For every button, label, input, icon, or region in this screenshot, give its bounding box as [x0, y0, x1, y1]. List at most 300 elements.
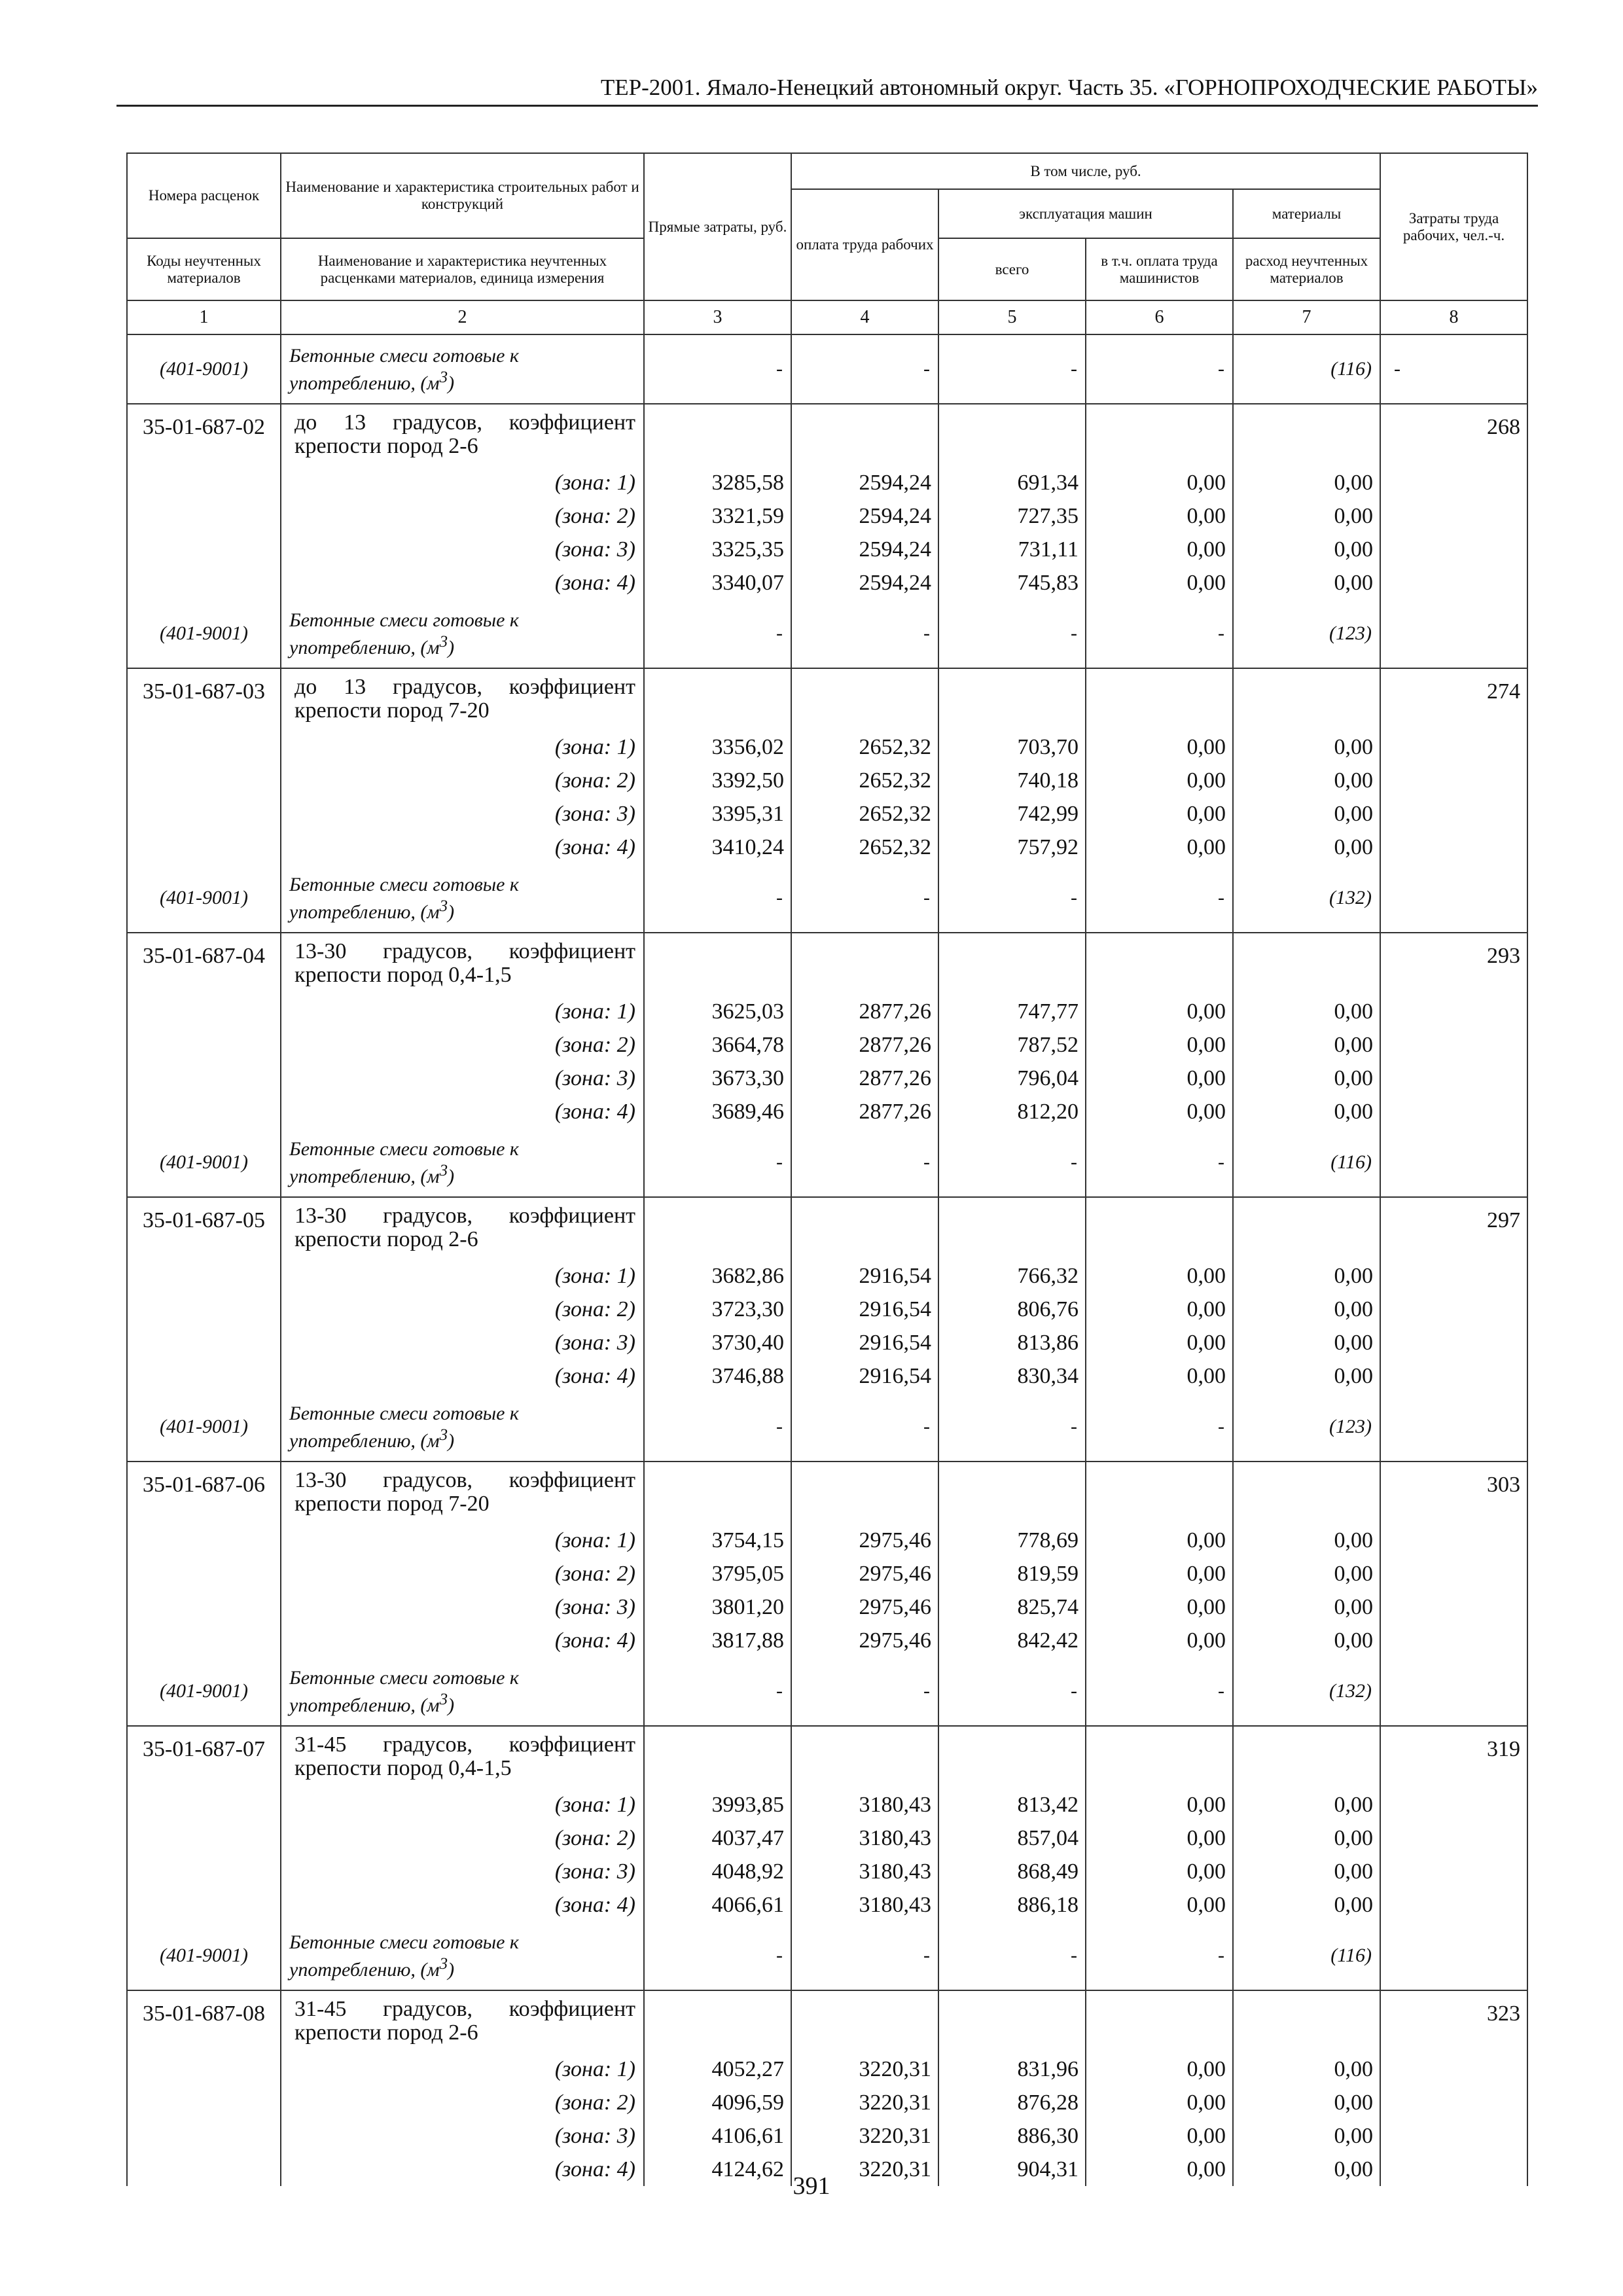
zone-label: (зона: 3) — [281, 1062, 644, 1095]
direct-costs-value: 3356,02 — [644, 730, 791, 764]
material-labor: - — [1380, 334, 1527, 404]
rate-row — [127, 668, 1527, 730]
header-labor: Затраты труда рабочих, чел.-ч. — [1380, 153, 1527, 300]
zone-row — [127, 1557, 1527, 1590]
machines-value: 727,35 — [938, 499, 1086, 533]
machinists-value: 0,00 — [1086, 1855, 1233, 1888]
material-row — [127, 1657, 1527, 1726]
machinists-value: 0,00 — [1086, 1590, 1233, 1624]
machinists-value: 0,00 — [1086, 2086, 1233, 2119]
direct-costs-value: 4106,61 — [644, 2119, 791, 2153]
empty-cell — [644, 1726, 791, 1788]
rate-description: до 13 градусов, коэффициент крепости пород 7-20 — [281, 668, 644, 730]
zone-row — [127, 831, 1527, 864]
wages-value: 2975,46 — [791, 1524, 938, 1557]
rate-description: до 13 градусов, коэффициент крепости пород 2-6 — [281, 404, 644, 466]
wages-value: 3220,31 — [791, 2053, 938, 2086]
rate-labor: 323 — [1380, 1990, 1527, 2186]
machines-value: 813,86 — [938, 1326, 1086, 1359]
rate-code: 35-01-687-05 — [127, 1197, 281, 1393]
rate-description: 13-30 градусов, коэффициент крепости пород 7-20 — [281, 1462, 644, 1524]
empty-cell — [1086, 933, 1233, 995]
zone-label: (зона: 2) — [281, 2086, 644, 2119]
empty-cell — [1086, 1726, 1233, 1788]
machines-value: 806,76 — [938, 1293, 1086, 1326]
header-wages: оплата труда рабочих — [791, 189, 938, 300]
empty-cell — [644, 668, 791, 730]
material-direct: - — [644, 600, 791, 668]
materials-value: 0,00 — [1233, 1293, 1380, 1326]
material-code: (401-9001) — [127, 334, 281, 404]
direct-costs-value: 3730,40 — [644, 1326, 791, 1359]
material-machines: - — [938, 334, 1086, 404]
wages-value: 2916,54 — [791, 1359, 938, 1393]
zone-row — [127, 466, 1527, 499]
column-index: 8 — [1380, 300, 1527, 334]
material-name: Бетонные смеси готовые к употреблению, $(м^3)$ — [281, 864, 644, 933]
materials-value: 0,00 — [1233, 2053, 1380, 2086]
material-consumption: (132) — [1233, 1657, 1380, 1726]
materials-value: 0,00 — [1233, 1062, 1380, 1095]
direct-costs-value: 3340,07 — [644, 566, 791, 600]
machinists-value: 0,00 — [1086, 1359, 1233, 1393]
zone-label: (зона: 1) — [281, 2053, 644, 2086]
machines-value: 819,59 — [938, 1557, 1086, 1590]
direct-costs-value: 3285,58 — [644, 466, 791, 499]
zone-label: (зона: 1) — [281, 730, 644, 764]
empty-cell — [644, 1462, 791, 1524]
zone-label: (зона: 4) — [281, 2153, 644, 2186]
materials-value: 0,00 — [1233, 764, 1380, 797]
material-machinists: - — [1086, 1657, 1233, 1726]
empty-cell — [938, 1462, 1086, 1524]
machinists-value: 0,00 — [1086, 1788, 1233, 1821]
empty-cell — [791, 1726, 938, 1788]
column-index: 1 — [127, 300, 281, 334]
material-machines: - — [938, 864, 1086, 933]
wages-value: 2916,54 — [791, 1326, 938, 1359]
material-code: (401-9001) — [127, 600, 281, 668]
direct-costs-value: 3723,30 — [644, 1293, 791, 1326]
rate-description: 13-30 градусов, коэффициент крепости пород 2-6 — [281, 1197, 644, 1259]
wages-value: 2594,24 — [791, 533, 938, 566]
material-direct: - — [644, 1922, 791, 1990]
machines-value: 778,69 — [938, 1524, 1086, 1557]
empty-cell — [938, 404, 1086, 466]
empty-cell — [791, 1990, 938, 2053]
rate-row — [127, 933, 1527, 995]
empty-cell — [938, 1990, 1086, 2053]
direct-costs-value: 3325,35 — [644, 533, 791, 566]
material-code: (401-9001) — [127, 1922, 281, 1990]
materials-value: 0,00 — [1233, 1095, 1380, 1128]
direct-costs-value: 3817,88 — [644, 1624, 791, 1657]
machinists-value: 0,00 — [1086, 1259, 1233, 1293]
materials-value: 0,00 — [1233, 2086, 1380, 2119]
column-index: 5 — [938, 300, 1086, 334]
rate-row — [127, 1197, 1527, 1259]
machinists-value: 0,00 — [1086, 533, 1233, 566]
wages-value: 2975,46 — [791, 1557, 938, 1590]
material-name: Бетонные смеси готовые к употреблению, $(м^3)$ — [281, 600, 644, 668]
material-name: Бетонные смеси готовые к употреблению, $(м^3)$ — [281, 1393, 644, 1462]
materials-value: 0,00 — [1233, 797, 1380, 831]
material-direct: - — [644, 1393, 791, 1462]
rate-description: 31-45 градусов, коэффициент крепости пород 2-6 — [281, 1990, 644, 2053]
material-machinists: - — [1086, 864, 1233, 933]
material-code: (401-9001) — [127, 1657, 281, 1726]
rate-labor: 268 — [1380, 404, 1527, 668]
header-machines: эксплуатация машин — [938, 189, 1233, 238]
machines-value: 766,32 — [938, 1259, 1086, 1293]
material-consumption: (116) — [1233, 334, 1380, 404]
material-machines: - — [938, 1128, 1086, 1197]
machinists-value: 0,00 — [1086, 1293, 1233, 1326]
empty-cell — [938, 668, 1086, 730]
wages-value: 2916,54 — [791, 1259, 938, 1293]
direct-costs-value: 3682,86 — [644, 1259, 791, 1293]
material-wages: - — [791, 1128, 938, 1197]
direct-costs-value: 3746,88 — [644, 1359, 791, 1393]
zone-label: (зона: 2) — [281, 499, 644, 533]
direct-costs-value: 3664,78 — [644, 1028, 791, 1062]
material-wages: - — [791, 1922, 938, 1990]
rate-code: 35-01-687-07 — [127, 1726, 281, 1922]
zone-row — [127, 1788, 1527, 1821]
empty-cell — [791, 404, 938, 466]
material-name: Бетонные смеси готовые к употреблению, $(м^3)$ — [281, 334, 644, 404]
header-machines-total: всего — [938, 238, 1086, 300]
zone-row — [127, 1590, 1527, 1624]
zone-row — [127, 1028, 1527, 1062]
machines-value: 731,11 — [938, 533, 1086, 566]
rate-code: 35-01-687-08 — [127, 1990, 281, 2186]
rate-code: 35-01-687-03 — [127, 668, 281, 864]
materials-value: 0,00 — [1233, 730, 1380, 764]
empty-cell — [791, 1197, 938, 1259]
materials-value: 0,00 — [1233, 831, 1380, 864]
material-direct: - — [644, 864, 791, 933]
material-row — [127, 864, 1527, 933]
machinists-value: 0,00 — [1086, 1624, 1233, 1657]
zone-label: (зона: 2) — [281, 764, 644, 797]
zone-label: (зона: 2) — [281, 1557, 644, 1590]
machinists-value: 0,00 — [1086, 1095, 1233, 1128]
wages-value: 2916,54 — [791, 1293, 938, 1326]
machines-value: 787,52 — [938, 1028, 1086, 1062]
empty-cell — [1086, 668, 1233, 730]
machinists-value: 0,00 — [1086, 1524, 1233, 1557]
machines-value: 757,92 — [938, 831, 1086, 864]
material-direct: - — [644, 334, 791, 404]
wages-value: 2652,32 — [791, 730, 938, 764]
machines-value: 742,99 — [938, 797, 1086, 831]
machines-value: 876,28 — [938, 2086, 1086, 2119]
zone-row — [127, 1326, 1527, 1359]
wages-value: 2652,32 — [791, 764, 938, 797]
column-index: 6 — [1086, 300, 1233, 334]
machinists-value: 0,00 — [1086, 797, 1233, 831]
direct-costs-value: 3993,85 — [644, 1788, 791, 1821]
machinists-value: 0,00 — [1086, 566, 1233, 600]
material-machinists: - — [1086, 1393, 1233, 1462]
machines-value: 745,83 — [938, 566, 1086, 600]
material-name: Бетонные смеси готовые к употреблению, $(м^3)$ — [281, 1128, 644, 1197]
zone-label: (зона: 4) — [281, 566, 644, 600]
page-header: ТЕР-2001. Ямало-Ненецкий автономный округ. Часть 35. «ГОРНОПРОХОДЧЕСКИЕ РАБОТЫ» — [116, 73, 1538, 107]
zone-row — [127, 1821, 1527, 1855]
direct-costs-value: 3321,59 — [644, 499, 791, 533]
direct-costs-value: 3395,31 — [644, 797, 791, 831]
material-name: Бетонные смеси готовые к употреблению, $(м^3)$ — [281, 1922, 644, 1990]
materials-value: 0,00 — [1233, 1359, 1380, 1393]
materials-value: 0,00 — [1233, 2153, 1380, 2186]
direct-costs-value: 3392,50 — [644, 764, 791, 797]
zone-label: (зона: 4) — [281, 1359, 644, 1393]
machinists-value: 0,00 — [1086, 831, 1233, 864]
header-materials-use: расход неучтенных материалов — [1233, 238, 1380, 300]
materials-value: 0,00 — [1233, 1259, 1380, 1293]
machines-value: 812,20 — [938, 1095, 1086, 1128]
material-consumption: (116) — [1233, 1922, 1380, 1990]
zone-label: (зона: 4) — [281, 1095, 644, 1128]
machines-value: 825,74 — [938, 1590, 1086, 1624]
machinists-value: 0,00 — [1086, 2119, 1233, 2153]
empty-cell — [791, 1462, 938, 1524]
direct-costs-value: 3801,20 — [644, 1590, 791, 1624]
empty-cell — [938, 933, 1086, 995]
zone-label: (зона: 2) — [281, 1293, 644, 1326]
wages-value: 2652,32 — [791, 831, 938, 864]
empty-cell — [1086, 1462, 1233, 1524]
machinists-value: 0,00 — [1086, 1888, 1233, 1922]
rate-description: 13-30 градусов, коэффициент крепости пород 0,4-1,5 — [281, 933, 644, 995]
column-index: 4 — [791, 300, 938, 334]
wages-value: 2877,26 — [791, 1028, 938, 1062]
materials-value: 0,00 — [1233, 466, 1380, 499]
zone-label: (зона: 3) — [281, 1855, 644, 1888]
machinists-value: 0,00 — [1086, 995, 1233, 1028]
materials-value: 0,00 — [1233, 1524, 1380, 1557]
zone-row — [127, 1095, 1527, 1128]
material-machinists: - — [1086, 600, 1233, 668]
empty-cell — [791, 668, 938, 730]
machines-value: 886,30 — [938, 2119, 1086, 2153]
empty-cell — [644, 1197, 791, 1259]
rate-labor: 303 — [1380, 1462, 1527, 1726]
direct-costs-value: 3795,05 — [644, 1557, 791, 1590]
rate-labor: 293 — [1380, 933, 1527, 1197]
zone-row — [127, 1259, 1527, 1293]
material-machines: - — [938, 600, 1086, 668]
machinists-value: 0,00 — [1086, 764, 1233, 797]
wages-value: 3220,31 — [791, 2119, 938, 2153]
zone-row — [127, 764, 1527, 797]
zone-row — [127, 1624, 1527, 1657]
empty-cell — [938, 1726, 1086, 1788]
materials-value: 0,00 — [1233, 566, 1380, 600]
rate-code: 35-01-687-02 — [127, 404, 281, 600]
empty-cell — [1233, 404, 1380, 466]
column-index: 2 — [281, 300, 644, 334]
machines-value: 842,42 — [938, 1624, 1086, 1657]
materials-value: 0,00 — [1233, 1888, 1380, 1922]
page-number: 391 — [793, 2172, 830, 2200]
zone-row — [127, 1359, 1527, 1393]
machines-value: 691,34 — [938, 466, 1086, 499]
zone-label: (зона: 3) — [281, 2119, 644, 2153]
zone-label: (зона: 4) — [281, 1624, 644, 1657]
direct-costs-value: 4048,92 — [644, 1855, 791, 1888]
empty-cell — [1233, 1197, 1380, 1259]
zone-label: (зона: 4) — [281, 831, 644, 864]
material-direct: - — [644, 1657, 791, 1726]
material-code: (401-9001) — [127, 1128, 281, 1197]
empty-cell — [644, 933, 791, 995]
rate-row — [127, 404, 1527, 466]
empty-cell — [644, 1990, 791, 2053]
wages-value: 2594,24 — [791, 499, 938, 533]
zone-row — [127, 1855, 1527, 1888]
zone-label: (зона: 3) — [281, 797, 644, 831]
material-consumption: (123) — [1233, 600, 1380, 668]
machines-value: 868,49 — [938, 1855, 1086, 1888]
material-wages: - — [791, 864, 938, 933]
rate-code: 35-01-687-06 — [127, 1462, 281, 1657]
material-consumption: (132) — [1233, 864, 1380, 933]
zone-label: (зона: 3) — [281, 1590, 644, 1624]
material-machinists: - — [1086, 1922, 1233, 1990]
direct-costs-value: 4037,47 — [644, 1821, 791, 1855]
material-consumption: (116) — [1233, 1128, 1380, 1197]
material-machines: - — [938, 1657, 1086, 1726]
wages-value: 2877,26 — [791, 1095, 938, 1128]
rate-labor: 319 — [1380, 1726, 1527, 1990]
direct-costs-value: 3625,03 — [644, 995, 791, 1028]
material-code: (401-9001) — [127, 864, 281, 933]
zone-label: (зона: 1) — [281, 1259, 644, 1293]
material-row — [127, 1922, 1527, 1990]
empty-cell — [1086, 404, 1233, 466]
direct-costs-value: 3673,30 — [644, 1062, 791, 1095]
zone-row — [127, 797, 1527, 831]
material-row — [127, 1393, 1527, 1462]
table-body — [127, 334, 1527, 2186]
empty-cell — [644, 404, 791, 466]
zone-row — [127, 1524, 1527, 1557]
header-direct-costs: Прямые затраты, руб. — [644, 153, 791, 300]
zone-label: (зона: 2) — [281, 1821, 644, 1855]
wages-value: 2975,46 — [791, 1624, 938, 1657]
materials-value: 0,00 — [1233, 1590, 1380, 1624]
materials-value: 0,00 — [1233, 995, 1380, 1028]
zone-row — [127, 2086, 1527, 2119]
empty-cell — [1233, 1462, 1380, 1524]
empty-cell — [1086, 1990, 1233, 2053]
material-row — [127, 1128, 1527, 1197]
materials-value: 0,00 — [1233, 1028, 1380, 1062]
zone-row — [127, 499, 1527, 533]
materials-value: 0,00 — [1233, 499, 1380, 533]
zone-row — [127, 533, 1527, 566]
zone-label: (зона: 3) — [281, 533, 644, 566]
rate-description: 31-45 градусов, коэффициент крепости пород 0,4-1,5 — [281, 1726, 644, 1788]
wages-value: 2877,26 — [791, 995, 938, 1028]
direct-costs-value: 4052,27 — [644, 2053, 791, 2086]
wages-value: 2877,26 — [791, 1062, 938, 1095]
materials-value: 0,00 — [1233, 1326, 1380, 1359]
machines-value: 747,77 — [938, 995, 1086, 1028]
material-direct: - — [644, 1128, 791, 1197]
machinists-value: 0,00 — [1086, 1062, 1233, 1095]
empty-cell — [1233, 1726, 1380, 1788]
material-wages: - — [791, 1657, 938, 1726]
material-consumption: (123) — [1233, 1393, 1380, 1462]
material-wages: - — [791, 1393, 938, 1462]
wages-value: 3180,43 — [791, 1888, 938, 1922]
rate-row — [127, 1726, 1527, 1788]
material-row — [127, 600, 1527, 668]
machinists-value: 0,00 — [1086, 2153, 1233, 2186]
direct-costs-value: 4124,62 — [644, 2153, 791, 2186]
direct-costs-value: 4096,59 — [644, 2086, 791, 2119]
wages-value: 2594,24 — [791, 466, 938, 499]
machinists-value: 0,00 — [1086, 1821, 1233, 1855]
empty-cell — [791, 933, 938, 995]
rates-table — [126, 152, 1528, 2186]
machines-value: 796,04 — [938, 1062, 1086, 1095]
material-code: (401-9001) — [127, 1393, 281, 1462]
materials-value: 0,00 — [1233, 1855, 1380, 1888]
wages-value: 3220,31 — [791, 2086, 938, 2119]
rate-code: 35-01-687-04 — [127, 933, 281, 1128]
material-row — [127, 334, 1527, 404]
header-code-top: Номера расценок — [127, 153, 281, 238]
empty-cell — [1086, 1197, 1233, 1259]
machines-value: 831,96 — [938, 2053, 1086, 2086]
machines-value: 813,42 — [938, 1788, 1086, 1821]
zone-label: (зона: 1) — [281, 1524, 644, 1557]
empty-cell — [938, 1197, 1086, 1259]
wages-value: 2594,24 — [791, 566, 938, 600]
direct-costs-value: 3689,46 — [644, 1095, 791, 1128]
header-name-top: Наименование и характеристика строительных работ и конструкций — [281, 153, 644, 238]
machines-value: 830,34 — [938, 1359, 1086, 1393]
machinists-value: 0,00 — [1086, 1028, 1233, 1062]
material-wages: - — [791, 600, 938, 668]
header-machinists: в т.ч. оплата труда машинистов — [1086, 238, 1233, 300]
zone-row — [127, 1293, 1527, 1326]
materials-value: 0,00 — [1233, 2119, 1380, 2153]
zone-row — [127, 1062, 1527, 1095]
rate-labor: 297 — [1380, 1197, 1527, 1462]
rate-row — [127, 1462, 1527, 1524]
direct-costs-value: 3754,15 — [644, 1524, 791, 1557]
zone-row — [127, 1888, 1527, 1922]
materials-value: 0,00 — [1233, 1557, 1380, 1590]
machinists-value: 0,00 — [1086, 466, 1233, 499]
material-machinists: - — [1086, 1128, 1233, 1197]
rate-row — [127, 1990, 1527, 2053]
empty-cell — [1233, 1990, 1380, 2053]
header-including: В том числе, руб. — [791, 153, 1380, 189]
materials-value: 0,00 — [1233, 1624, 1380, 1657]
zone-row — [127, 2119, 1527, 2153]
wages-value: 2652,32 — [791, 797, 938, 831]
materials-value: 0,00 — [1233, 1788, 1380, 1821]
machines-value: 703,70 — [938, 730, 1086, 764]
material-machinists: - — [1086, 334, 1233, 404]
